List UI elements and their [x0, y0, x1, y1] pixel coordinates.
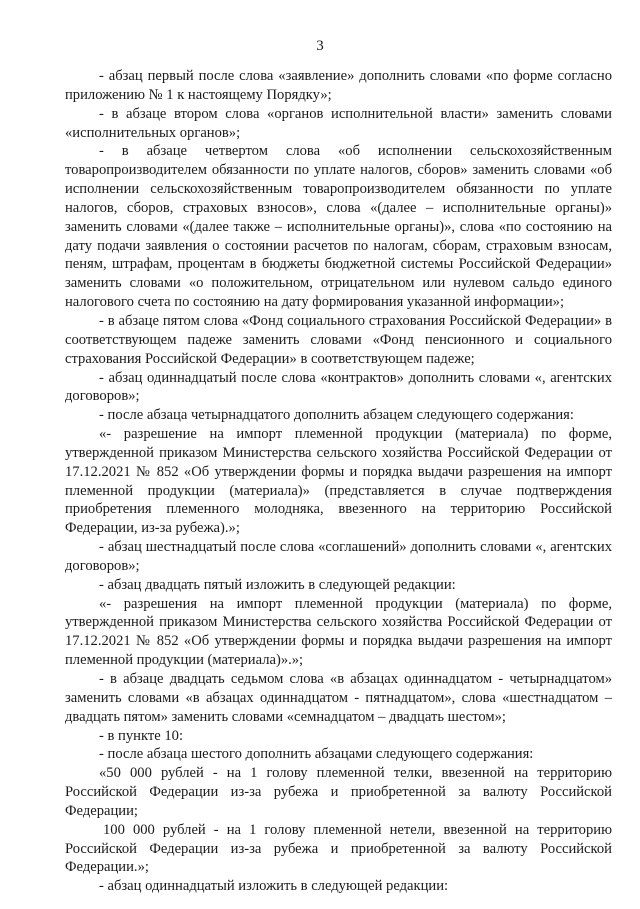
paragraph: - абзац одиннадцатый изложить в следующей редакции: [99, 878, 449, 895]
paragraph: «- разрешение на импорт племенной продукции (материала) по форме, утвержденной приказом Министерства сельского хозяйства Российской Федерации от 17.12.2021 № 852 «Об утверждении формы и порядка выдачи разрешения на импорт племенной продукции (материала)» (представляется в случае подтверждения приобретения племенного молодняка, ввезенного на территорию Российской Федерации, из-за рубежа).»; [65, 426, 612, 537]
paragraph: - в пункте 10: [99, 727, 184, 744]
document-body [65, 67, 612, 896]
page-number: 3 [316, 38, 324, 54]
paragraph: - абзац одиннадцатый после слова «контрактов» дополнить словами «, агентских договоров»; [65, 369, 612, 405]
paragraph: - в абзаце втором слова «органов исполнительной власти» заменить словами «исполнительных органов»; [65, 105, 612, 141]
paragraph: «50 000 рублей - на 1 голову племенной телки, ввезенной на территорию Российской Федерации из-за рубежа и приобретенной за валюту Российской Федерации; [65, 765, 612, 819]
paragraph: - в абзаце четвертом слова «об исполнении сельскохозяйственным товаропроизводителем обязанности по уплате налогов, сборов» заменить словами «об исполнении сельскохозяйственным товаропроизводителем обязанности по уплате налогов, сборов, страховых взносов», слова «(далее – исполнительные органы)» заменить словами «(далее также – исполнительные органы)», слова «по состоянию на дату подачи заявления о состоянии расчетов по налогам, сборам, страховым взносам, пеням, штрафам, процентам в бюджеты бюджетной системы Российской Федерации» заменить словами «о положительном, отрицательном или нулевом сальдо единого налогового счета по состоянию на дату формирования указанной информации»; [65, 143, 612, 311]
paragraph: - в абзаце пятом слова «Фонд социального страхования Российской Федерации» в соответствующем падеже заменить словами «Фонд пенсионного и социального страхования Российской Федерации» в соответствующем падеже; [65, 312, 612, 367]
paragraph: - после абзаца четырнадцатого дополнить абзацем следующего содержания: [99, 407, 574, 424]
paragraph: 100 000 рублей - на 1 голову племенной нетели, ввезенной на территорию Российской Федерации из-за рубежа и приобретенной за валюту Российской Федерации.»; [65, 821, 612, 876]
paragraph: - абзац шестнадцатый после слова «соглашений» дополнить словами «, агентских договоров»; [65, 539, 612, 574]
paragraph: «- разрешения на импорт племенной продукции (материала) по форме, утвержденной приказом Министерства сельского хозяйства Российской Федерации от 17.12.2021 № 852 «Об утверждении формы и порядка выдачи разрешения на импорт племенной продукции (материала)».»; [65, 595, 612, 669]
paragraph: - абзац первый после слова «заявление» дополнить словами «по форме согласно приложению № 1 к настоящему Порядку»; [65, 68, 612, 103]
paragraph: - после абзаца шестого дополнить абзацами следующего содержания: [99, 746, 534, 763]
paragraph: - в абзаце двадцать седьмом слова «в абзацах одиннадцатом - четырнадцатом» заменить словами «в абзацах одиннадцатом - пятнадцатом», слова «шестнадцатом – двадцать пятом» заменить словами «семнадцатом – двадцать шестом»; [65, 671, 612, 725]
paragraph: - абзац двадцать пятый изложить в следующей редакции: [99, 576, 456, 593]
